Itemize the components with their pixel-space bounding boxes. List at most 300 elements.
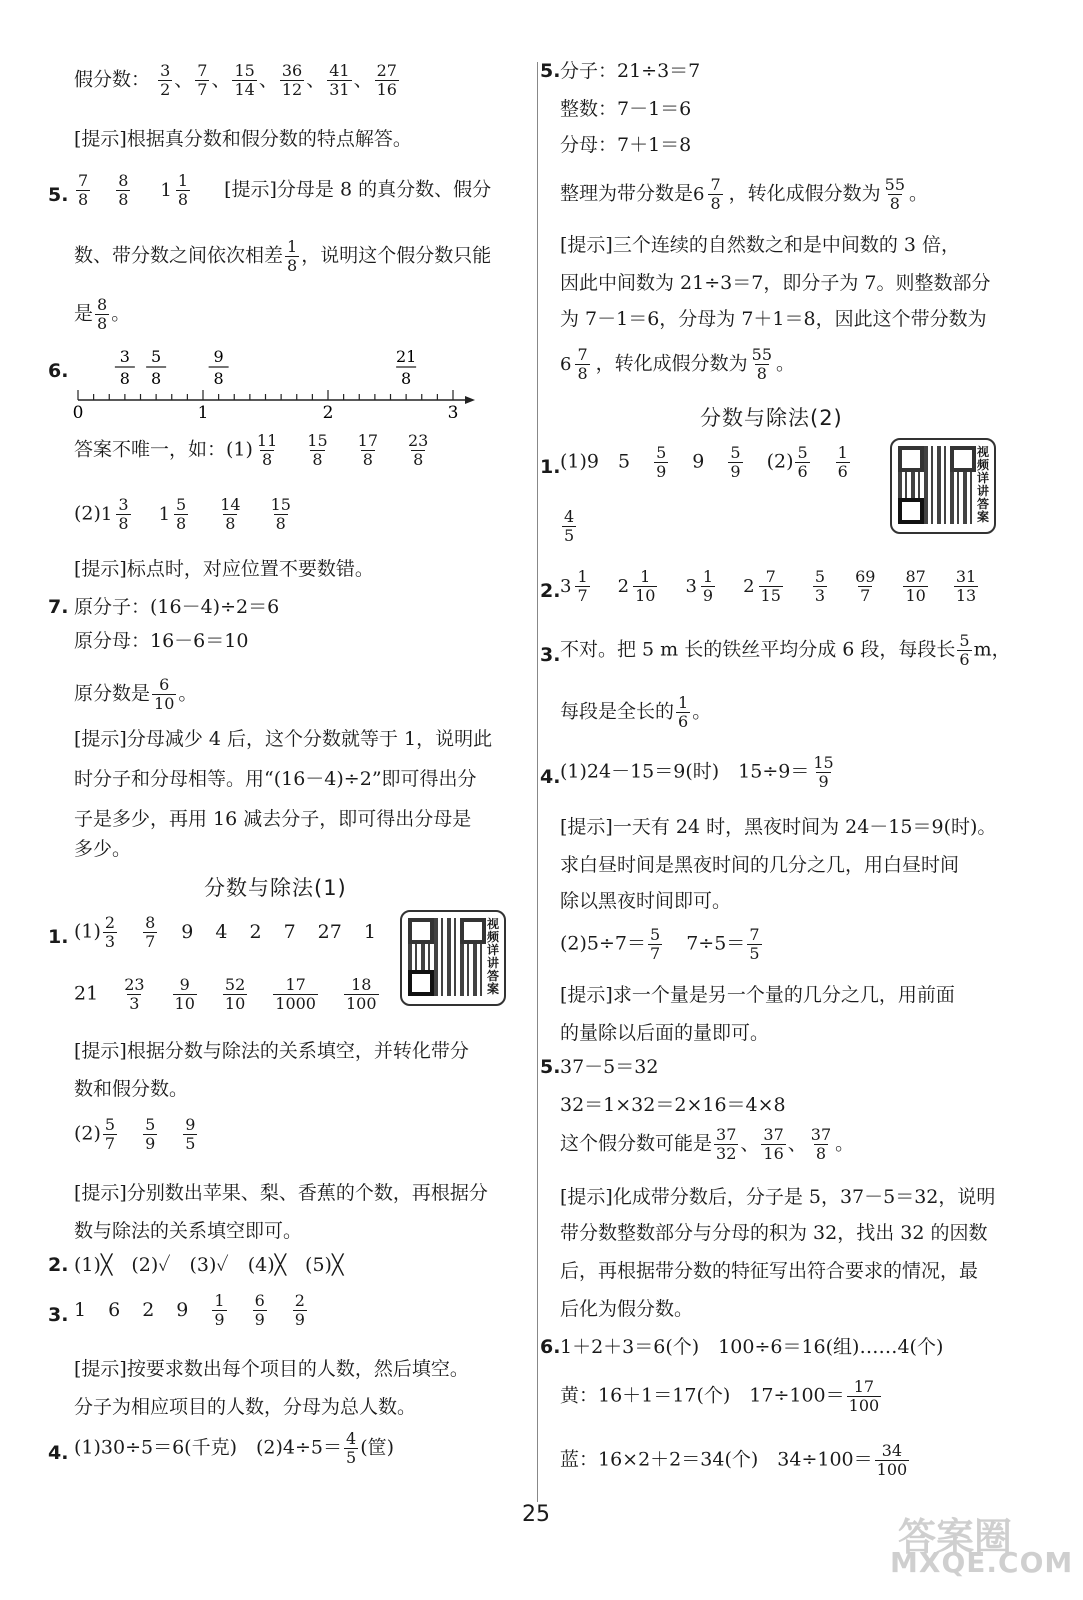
point-numerator: 3 [119,347,130,366]
nums [181,921,398,943]
fraction [708,176,722,213]
hint: [提示]分别数出苹果、梨、香蕉的个数，再根据分 [74,1182,488,1204]
whole-part: 3 [685,575,697,597]
denominator: 8 [118,190,129,209]
mixed-number [693,176,725,213]
point-denominator: 8 [119,369,130,388]
q7-hint3: 子是多少，再用 16 减去分子，即可得出分母是 [74,808,472,830]
denominator: 8 [889,194,900,213]
fraction [327,62,351,99]
frac [646,925,664,963]
fraction [714,1126,738,1163]
fraction [883,176,907,213]
point-numerator: 9 [213,347,224,366]
frac [873,1441,912,1479]
denominator: 6 [678,712,689,731]
denominator: 5 [564,526,575,545]
fraction [701,568,715,605]
axis-arrow [465,396,475,404]
numerator: 41 [329,61,350,80]
frac [652,443,670,481]
number-line-marks [73,347,475,423]
denominator: 10 [174,994,195,1013]
fraction [293,1292,307,1329]
number: 7 [283,920,296,943]
denominator: 2 [160,80,171,99]
hint: 后，再根据带分数的特征写出符合要求的情况，最 [560,1260,979,1282]
page-number: 25 [522,1502,550,1527]
fraction [759,568,783,605]
denominator: 6 [959,650,970,669]
numerator: 69 [855,567,876,586]
denominator: 32 [716,1144,737,1163]
fracs [210,1291,309,1329]
fraction [76,172,90,209]
label: (2) [74,1122,101,1145]
denominator: 8 [362,450,373,469]
point-numerator: 5 [151,347,162,366]
r-q5-line4 [560,176,928,213]
fraction [232,62,256,99]
denominator: 7 [577,586,588,605]
number: 4 [215,920,228,943]
fraction [143,914,157,951]
whole-part: 1 [100,503,113,525]
numerator: 5 [814,567,826,586]
text: (2)5÷7＝ [560,932,647,955]
question-number: 2. [540,580,561,602]
r-q5-line3: 分母：7＋1＝8 [560,134,692,156]
fraction [269,496,293,533]
mixed-number [618,568,660,605]
denominator: 10 [154,694,175,713]
question-number: 1. [540,456,561,478]
s1q1-line1 [74,914,398,951]
hint: [提示]求一个量是另一个量的几分之几，用前面 [560,984,955,1006]
r-q5-hint4 [560,346,795,383]
fraction [116,172,130,209]
frac [834,443,852,481]
fraction [875,1442,910,1479]
s1q4-answer [74,1430,394,1467]
fracs: $\frac{37}{32}$ 、 $\frac{37}{16}$ 、 $\frac{37}{8}$ [716,1125,832,1163]
denominator: 9 [214,1310,225,1329]
numerator: 37 [763,1125,784,1144]
mixed-number [160,172,192,209]
numerator: 1 [640,567,651,586]
denominator: 8 [577,364,588,383]
label: (1) [74,920,101,943]
numerator: 5 [104,1115,116,1134]
text: (1)24－15＝9(时) 15÷9＝ [560,760,810,783]
fraction [223,976,247,1013]
fraction [143,1116,157,1153]
hint: 因此中间数为 21÷3＝7，即分子为 7。则整数部分 [560,272,991,294]
tick-label: 3 [447,403,459,423]
fraction [176,172,190,209]
fracs [253,431,432,469]
denominator: 8 [312,450,323,469]
tick-label: 0 [72,403,84,423]
whole-part: 1 [160,179,172,201]
number: 1 [74,1298,87,1321]
denominator: 8 [413,450,424,469]
fraction [375,62,399,99]
text: 7÷5＝ [686,932,746,955]
denominator: 12 [281,80,303,99]
frac [809,753,837,791]
fraction [103,1116,117,1153]
denominator: 10 [224,994,246,1013]
number: 2 [249,920,262,943]
q5-answer [74,172,491,209]
numerator: 37 [716,1125,737,1144]
denominator: 1000 [275,994,316,1013]
fraction [253,1292,267,1329]
fraction [836,444,850,481]
denominator: 8 [78,190,89,209]
denominator: 16 [376,80,397,99]
numerator: 7 [197,61,208,80]
denominator: 100 [848,1396,880,1415]
numerator: 34 [881,1441,903,1460]
q5-hint-c [74,296,130,333]
numerator: 5 [730,443,741,462]
r-s2q5-line2: 32＝1×32＝2×16＝4×8 [560,1094,786,1116]
text: ，转化成假分数为 [728,182,881,205]
whole-part: 6 [693,183,705,205]
whole-part: 2 [743,575,755,597]
qr-code[interactable] [890,438,996,534]
numerator: 5 [959,631,970,650]
numerator: 17 [853,1377,875,1396]
fraction [356,432,380,469]
number: 27 [317,920,342,943]
q6-answer-2 [74,496,295,533]
qr-finder [898,498,924,524]
fraction [795,444,809,481]
numerator: 55 [751,345,773,364]
numerator: 5 [145,1115,156,1134]
denominator: 14 [234,80,255,99]
frac [150,675,178,713]
q7-line2: 原分母：16－6＝10 [74,630,249,652]
denominator: 9 [145,1134,156,1153]
denominator: 8 [710,194,721,213]
denominator: 100 [345,994,377,1013]
s1q1-part2 [74,1116,199,1153]
q5-hint-a: [提示]分母是 8 的真分数、假分 [224,178,492,201]
numerator: 37 [810,1125,832,1144]
hint: 数和假分数。 [74,1078,189,1100]
fraction [575,346,589,383]
fraction [853,568,877,605]
hint: 除以黑夜时间即可。 [560,890,732,912]
numerator: 3 [118,495,129,514]
hint: [提示]根据分数与除法的关系填空，并转化带分 [74,1040,469,1062]
fraction [174,496,188,533]
watermark-top: 答案圈 [898,1515,1013,1559]
q5-mixed [160,171,196,209]
numerator: 1 [678,693,689,712]
text: ，转化成假分数为 [595,352,748,375]
frac [881,175,909,213]
fraction [903,568,927,605]
fraction [344,1430,358,1467]
numerator: 4 [564,507,575,526]
fraction [811,754,835,791]
question-number: 5. [540,1056,561,1078]
numerator: 15 [234,61,255,80]
fraction [280,62,304,99]
qr-label: 视频详讲答案 [486,917,499,996]
denominator: 7 [860,586,871,605]
fraction [173,976,197,1013]
fraction [676,694,690,731]
hint: [提示]一天有 24 时，黑夜时间为 24－15＝9(时)。 [560,816,997,838]
mixed-number [101,496,133,533]
hint: 带分数整数部分与分母的积为 32，找出 32 的因数 [560,1222,988,1244]
point-denominator: 8 [213,369,224,388]
label: (2) [74,502,101,525]
fraction [116,496,130,533]
numerator: 7 [765,567,776,586]
r-s2q2-answer [560,568,980,605]
r-s2q5-line3 [560,1126,854,1163]
frac [745,925,763,963]
numerator: 17 [285,975,306,994]
fraction [575,568,589,605]
r-s2q4-line1 [560,754,838,791]
denominator: 3 [129,994,140,1013]
r-s2q3-line2 [560,694,711,731]
numerator: 9 [185,1115,196,1134]
fraction [305,432,329,469]
denominator: 9 [656,462,667,481]
text: m， [973,638,1011,661]
q6-hint: [提示]标点时，对应位置不要数错。 [74,558,374,580]
denominator: 9 [254,1310,265,1329]
q7-hint4: 多少。 [74,838,132,860]
fraction [813,568,827,605]
denominator: 9 [702,586,714,605]
number: 9 [176,1298,189,1321]
s1q3-answer [74,1292,309,1329]
numerator: 9 [179,975,190,994]
mixed-number [560,346,592,383]
watermark-url: MXQE.COM [890,1546,1074,1579]
frac [793,443,811,481]
denominator: 13 [955,586,977,605]
num: 21 [74,982,99,1005]
mixed-number [743,568,785,605]
text: 整理为带分数是 [560,182,694,205]
hint: [提示]三个连续的自然数之和是中间数的 3 倍， [560,234,960,256]
numerator: 55 [884,175,906,194]
numerator: 1 [177,171,189,190]
fraction [728,444,742,481]
question-number: 6. [540,1336,561,1358]
r-s2q6-line1: 1＋2＋3＝6(个) 100÷6＝16(组)……4(个) [560,1336,944,1358]
whole-part: 1 [158,503,171,525]
q7-hint1: [提示]分母减少 4 后，这个分数就等于 1，说明此 [74,728,493,750]
whole-part: 6 [560,353,572,375]
qr-code[interactable] [400,910,506,1006]
text: 。 [776,352,796,375]
r-s2q1-line2 [560,508,578,545]
text: 。 [111,302,131,325]
numerator: 31 [955,567,977,586]
text: (2) [766,450,794,473]
denominator: 8 [262,450,273,469]
question-number: 6. [48,360,69,382]
question-number: 3. [48,1304,69,1326]
numerator: 1 [287,237,298,256]
q7-line1: 原分子：(16－4)÷2＝6 [74,596,280,618]
text: 9 [692,450,705,473]
point-denominator: 8 [151,369,162,388]
text: 。 [909,182,929,205]
fraction [761,1126,785,1163]
text: 。 [835,1132,855,1155]
hint: [提示]根据真分数和假分数的特点解答。 [74,128,412,150]
numerator: 18 [351,975,372,994]
mixed-list [560,567,811,605]
text: 原分数是 [74,682,151,705]
text: 蓝：16×2＋2＝34(个) 34÷100＝ [560,1448,873,1471]
numerator: 8 [118,171,129,190]
numerator: 2 [294,1291,305,1310]
numerator: 17 [357,431,378,450]
label: 答案不唯一，如：(1) [74,438,253,461]
fraction [273,976,318,1013]
fraction [183,1116,197,1153]
fraction [285,238,299,275]
denominator: 10 [905,586,926,605]
numerator: 5 [650,925,661,944]
numerator: 6 [254,1291,265,1310]
section-title: 分数与除法(1) [204,876,347,900]
frac [560,507,578,545]
fraction [95,296,109,333]
fracs [101,913,159,951]
frac [748,345,776,383]
question-number: 3. [540,644,561,666]
s1q1-line2 [74,976,381,1013]
text: 这个假分数可能是 [560,1132,713,1155]
numerator: 6 [159,675,170,694]
fraction [648,926,662,963]
numerator: 7 [78,171,89,190]
hint: [提示]化成带分数后，分子是 5，37－5＝32，说明 [560,1186,996,1208]
denominator: 7 [197,80,208,99]
text: 不对。把 5 m 长的铁丝平均分成 6 段，每段长 [560,638,956,661]
r-s2q4-part2 [560,926,764,963]
frac [845,1377,884,1415]
fraction [344,976,379,1013]
mixed [560,345,596,383]
number: 2 [142,1298,155,1321]
numerator: 27 [376,61,397,80]
q5-fracs [74,171,132,209]
frac [283,237,301,275]
denominator: 9 [818,772,829,791]
improper-fractions-line [74,62,401,99]
numerator: 7 [749,925,760,944]
denominator: 6 [837,462,848,481]
fraction [152,676,176,713]
hint: 数与除法的关系填空即可。 [74,1220,303,1242]
q7-hint2: 时分子和分母相等。用“(16－4)÷2”即可得出分 [74,768,477,790]
numerator: 52 [224,975,246,994]
numerator: 8 [97,295,108,314]
mixed [693,175,729,213]
frac [342,1429,360,1467]
numerator: 4 [346,1429,357,1448]
denominator: 7 [650,944,661,963]
question-number: 4. [48,1442,69,1464]
numerator: 1 [214,1291,225,1310]
section-title: 分数与除法(2) [700,406,843,430]
frac [93,295,111,333]
column-divider [537,62,538,1502]
denominator: 3 [104,932,116,951]
r-s2q6-line2 [560,1378,883,1415]
denominator: 3 [814,586,826,605]
number-line [72,340,494,423]
numerator: 14 [220,495,241,514]
fracs [120,975,380,1013]
numerator: 15 [307,431,328,450]
denominator: 6 [797,462,808,481]
fraction [809,1126,833,1163]
fraction [195,62,209,99]
numerator: 15 [270,495,291,514]
point-numerator: 21 [395,347,417,366]
numerator: 7 [577,345,588,364]
numerator: 5 [656,443,667,462]
r-q5-line1: 分子：21÷3＝7 [560,60,701,82]
watermark-logo [890,1506,1074,1592]
text: ，说明这个假分数只能 [301,244,492,267]
fraction [654,444,668,481]
q7-line3 [74,676,197,713]
denominator: 8 [815,1144,827,1163]
numerator: 7 [710,175,721,194]
point-denominator: 8 [401,369,412,388]
fraction [954,568,978,605]
denominator: 7 [145,932,156,951]
frac [674,693,692,731]
fracs [811,567,980,605]
question-number: 5. [540,60,561,82]
r-s2q6-line3 [560,1442,911,1479]
denominator: 5 [749,944,760,963]
fraction [406,432,430,469]
numerator: 87 [905,567,926,586]
question-number: 2. [48,1254,69,1276]
frac [955,631,973,669]
fraction [562,508,576,545]
number: 1 [363,920,376,943]
label: 假分数： [74,68,151,91]
text: 。 [692,700,712,723]
numerator: 11 [256,431,278,450]
numerator: 8 [145,913,156,932]
numerator: 5 [176,495,187,514]
denominator: 8 [118,514,129,533]
numerator: 1 [837,443,848,462]
